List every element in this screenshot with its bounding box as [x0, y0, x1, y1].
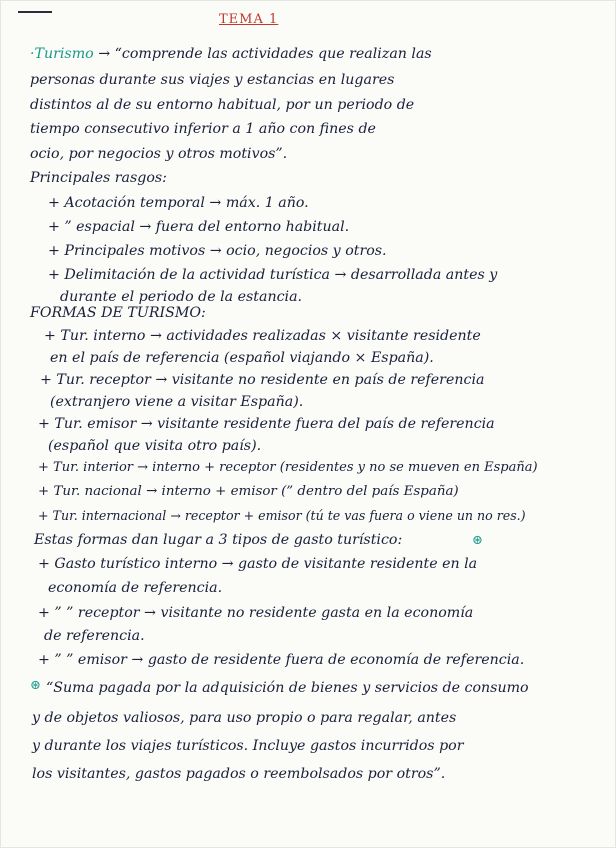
note-line-4: los visitantes, gastos pagados o reembolsados por otros”. — [32, 766, 446, 782]
definition-line-4: tiempo consecutivo inferior a 1 año con fines de — [30, 121, 376, 137]
definition-text: → “comprende las actividades que realizan las — [98, 46, 432, 62]
formas-line-15: + ” ” emisor → gasto de residente fuera de economía de referencia. — [38, 652, 525, 668]
rasgos-heading: Principales rasgos: — [30, 170, 167, 186]
note-marker-icon: ⊛ — [30, 678, 41, 693]
formas-line-8: + Tur. nacional → interno + emisor (” dentro del país España) — [38, 484, 459, 499]
page-title: TEMA 1 — [219, 12, 279, 27]
formas-line-7: + Tur. interior → interno + receptor (residentes y no se mueven en España) — [38, 460, 538, 475]
asterisk-marker-icon: ⊛ — [472, 533, 483, 548]
formas-line-14: de referencia. — [44, 628, 145, 644]
formas-line-13: + ” ” receptor → visitante no residente gasta en la economía — [38, 605, 474, 621]
rasgos-item-3: + Principales motivos → ocio, negocios y otros. — [48, 243, 387, 259]
top-rule — [18, 11, 52, 13]
rasgos-item-4-cont: durante el periodo de la estancia. — [60, 289, 303, 305]
formas-line-12: economía de referencia. — [48, 580, 223, 596]
formas-line-6: (español que visita otro país). — [48, 438, 262, 454]
rasgos-item-2: + ” espacial → fuera del entorno habitual. — [48, 219, 350, 235]
note-line-2: y de objetos valiosos, para uso propio o para regalar, antes — [32, 710, 457, 726]
formas-line-11: + Gasto turístico interno → gasto de visitante residente en la — [38, 556, 478, 572]
note-line-1: “Suma pagada por la adquisición de bienes y servicios de consumo — [46, 680, 529, 696]
definition-line-3: distintos al de su entorno habitual, por un periodo de — [30, 97, 415, 113]
formas-line-2: en el país de referencia (español viajando × España). — [50, 350, 434, 366]
definition-line-2: personas durante sus viajes y estancias en lugares — [30, 72, 395, 88]
formas-line-4: (extranjero viene a visitar España). — [50, 394, 304, 410]
formas-line-3: + Tur. receptor → visitante no residente en país de referencia — [40, 372, 485, 388]
note-line-3: y durante los viajes turísticos. Incluye gastos incurridos por — [32, 738, 464, 754]
definition-line-5: ocio, por negocios y otros motivos”. — [30, 146, 288, 162]
rasgos-item-1: + Acotación temporal → máx. 1 año. — [48, 195, 309, 211]
formas-line-1: + Tur. interno → actividades realizadas × visitante residente — [44, 328, 481, 344]
formas-line-10: Estas formas dan lugar a 3 tipos de gasto turístico: — [34, 532, 403, 548]
formas-line-5: + Tur. emisor → visitante residente fuera del país de referencia — [38, 416, 495, 432]
definition-line-1 — [30, 46, 606, 62]
definition-term: ·Turismo — [30, 46, 94, 62]
formas-line-9: + Tur. internacional → receptor + emisor (tú te vas fuera o viene un no res.) — [38, 508, 526, 523]
rasgos-item-4: + Delimitación de la actividad turística → desarrollada antes y — [48, 267, 498, 283]
formas-heading: FORMAS DE TURISMO: — [30, 305, 206, 321]
